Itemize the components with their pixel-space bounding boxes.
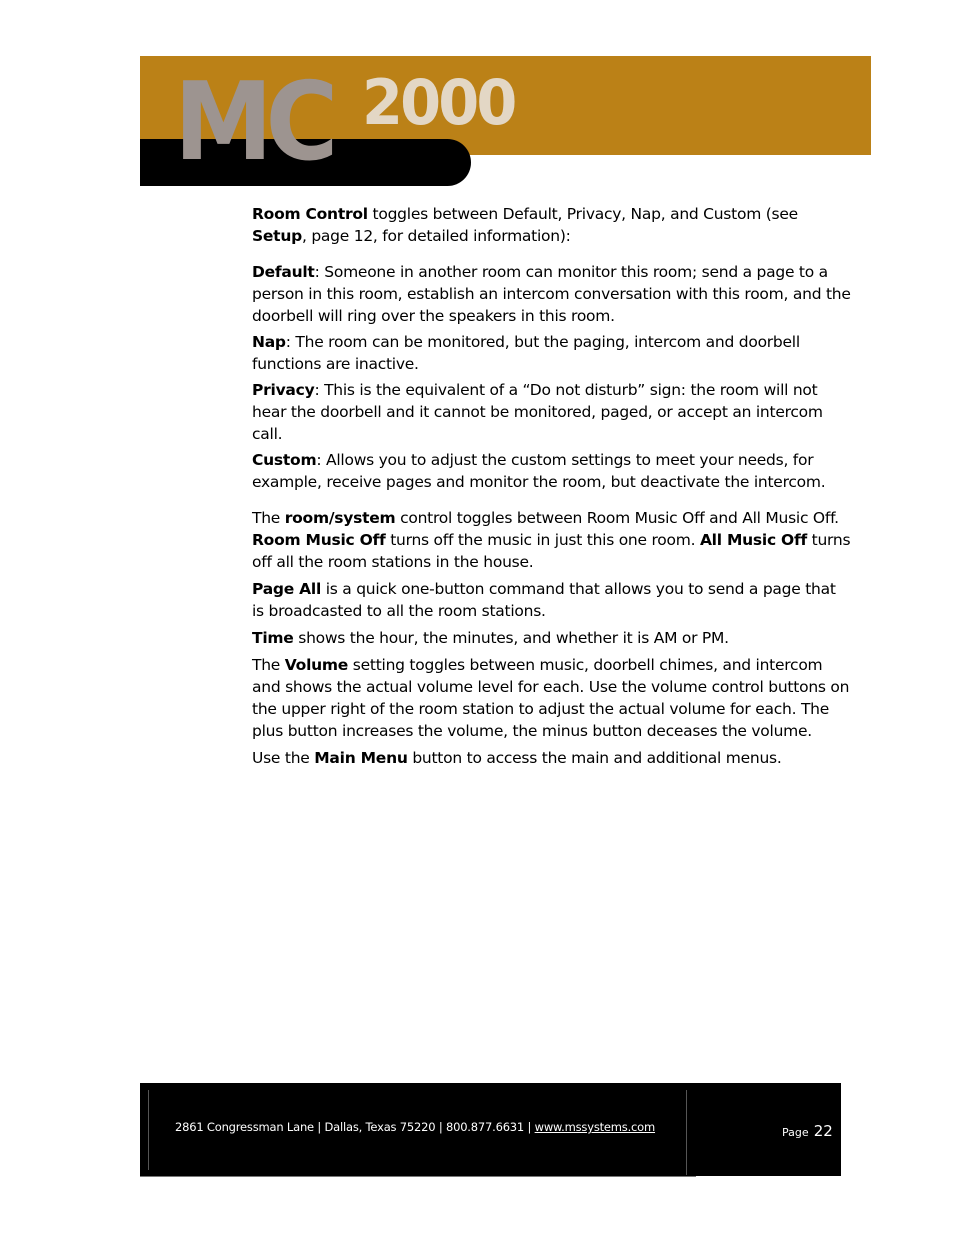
room-music-off-term: Room Music Off — [252, 531, 386, 549]
footer-address — [175, 1120, 655, 1134]
setup-term: Setup — [252, 227, 302, 245]
mode-privacy-text: : This is the equivalent of a “Do not disturb” sign: the room will not hear the doorbell and it cannot be monitored, paged, or accept an intercom call. — [252, 381, 823, 443]
room-control-term: Room Control — [252, 205, 368, 223]
main-menu-term: Main Menu — [314, 749, 408, 767]
main-menu-text: button to access the main and additional menus. — [407, 749, 782, 767]
website-link[interactable]: www.mssystems.com — [534, 1120, 656, 1134]
page-number — [782, 1121, 833, 1140]
footer-divider-right — [686, 1090, 687, 1175]
time-paragraph — [252, 627, 852, 649]
footer-address-text: 2861 Congressman Lane | Dallas, Texas 75220 | 800.877.6631 | — [175, 1120, 535, 1134]
mode-custom-text: : Allows you to adjust the custom settings to meet your needs, for example, receive pages and monitor the room, but deactivate the intercom. — [252, 451, 826, 491]
mode-nap-term: Nap — [252, 333, 286, 351]
page-number-value: 22 — [813, 1122, 833, 1140]
volume-paragraph — [252, 654, 852, 742]
room-system-text: control toggles between Room Music Off and All Music Off. — [395, 509, 839, 527]
main-menu-paragraph — [252, 747, 852, 769]
mode-nap-text: : The room can be monitored, but the paging, intercom and doorbell functions are inactive. — [252, 333, 800, 373]
room-control-paragraph — [252, 203, 852, 247]
time-text: shows the hour, the minutes, and whether it is AM or PM. — [293, 629, 729, 647]
mode-nap-paragraph — [252, 331, 852, 375]
mode-custom-paragraph — [252, 449, 852, 493]
room-system-text-3: turns off all the room stations in the house. — [252, 531, 851, 571]
all-music-off-term: All Music Off — [699, 531, 807, 549]
main-menu-prefix: Use the — [252, 749, 315, 767]
page-all-paragraph — [252, 578, 852, 622]
mode-default-paragraph — [252, 261, 852, 327]
room-system-term: room/system — [284, 509, 396, 527]
volume-prefix: The — [252, 656, 285, 674]
volume-term: Volume — [284, 656, 349, 674]
logo-mc-text: MC — [174, 60, 332, 185]
room-system-prefix: The — [252, 509, 285, 527]
page-all-term: Page All — [252, 580, 322, 598]
mode-custom-term: Custom — [252, 451, 317, 469]
footer-bottom-rule — [140, 1176, 696, 1177]
mode-default-text: : Someone in another room can monitor this room; send a page to a person in this room, establish an intercom conversation with this room, and the doorbell will ring over the speakers in this room. — [252, 263, 851, 325]
mode-default-term: Default — [252, 263, 315, 281]
logo-2000-text: 2000 — [362, 66, 515, 139]
page-all-text: is a quick one-button command that allows you to send a page that is broadcasted to all the room stations. — [252, 580, 836, 620]
volume-text: setting toggles between music, doorbell chimes, and intercom and shows the actual volume level for each. Use the volume control buttons on the upper right of the room station to adjust the actual volume for each. The plus button increases the volume, the minus button deceases the volume. — [252, 656, 850, 740]
room-control-text-2: , page 12, for detailed information): — [301, 227, 571, 245]
mode-privacy-term: Privacy — [252, 381, 315, 399]
room-system-text-2: turns off the music in just this one room. — [385, 531, 700, 549]
page-label: Page — [782, 1126, 809, 1139]
room-system-paragraph — [252, 507, 852, 573]
room-control-text: toggles between Default, Privacy, Nap, and Custom (see — [367, 205, 798, 223]
main-content — [252, 203, 852, 774]
time-term: Time — [252, 629, 294, 647]
mode-privacy-paragraph — [252, 379, 852, 445]
footer-divider-left — [148, 1090, 149, 1170]
header-banner — [140, 56, 871, 186]
page-footer — [140, 1083, 841, 1176]
